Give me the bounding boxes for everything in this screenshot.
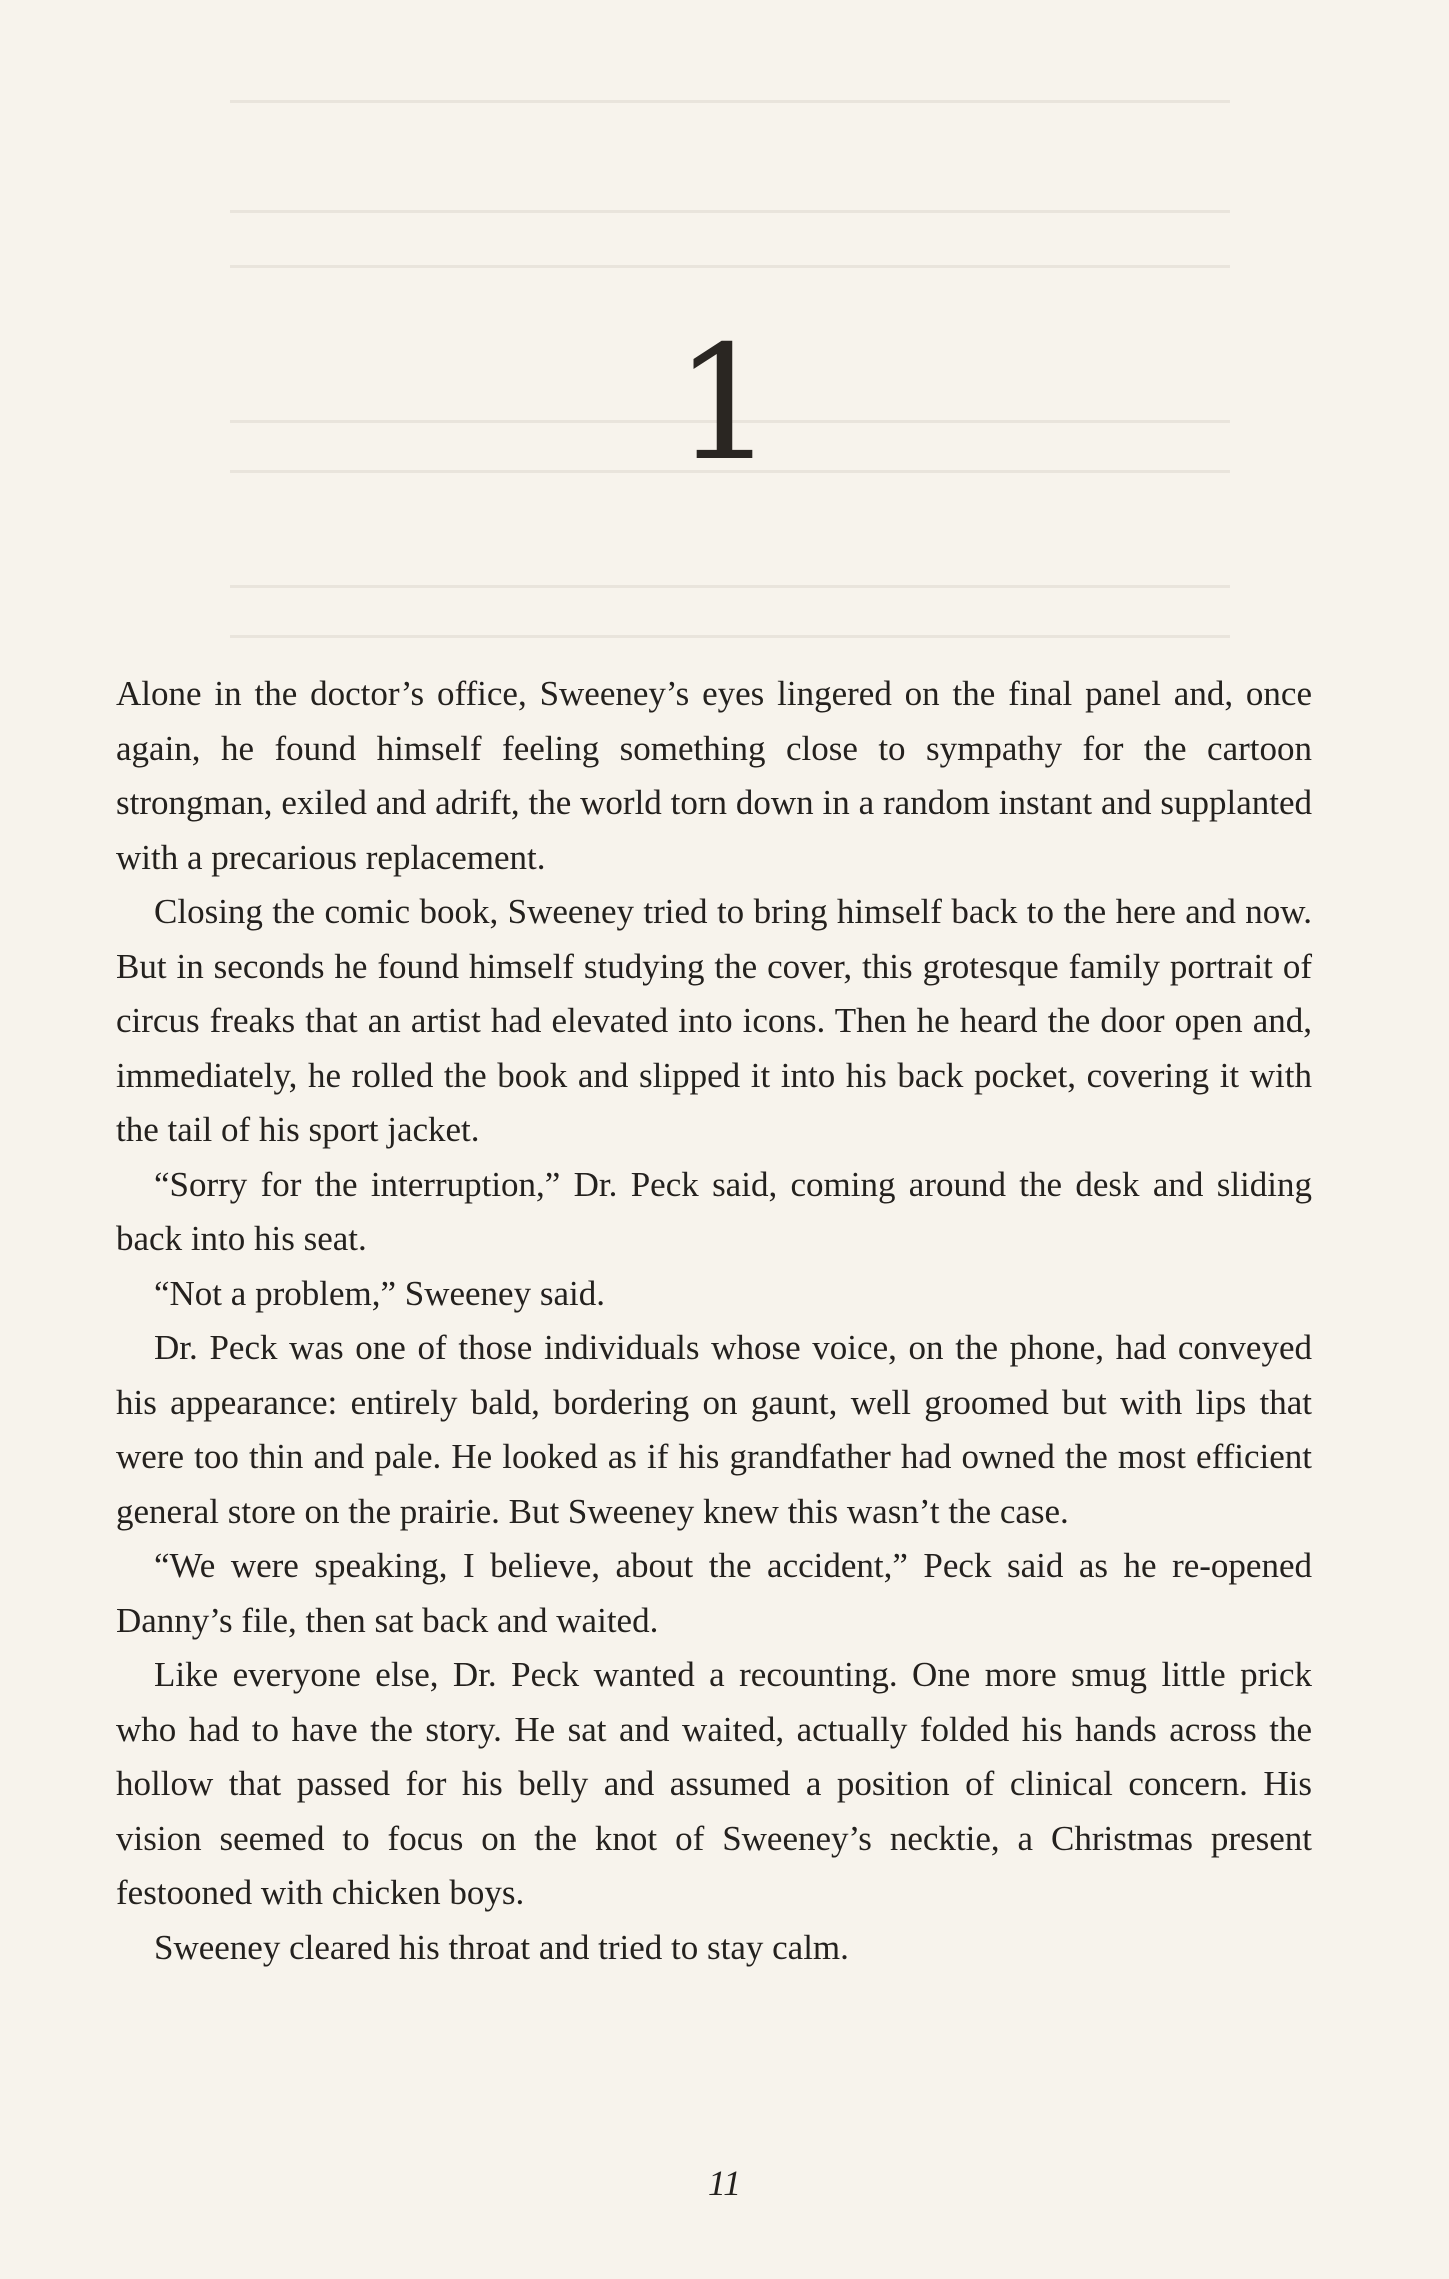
paragraph: Alone in the doctor’s office, Sweeney’s eyes lingered on the final panel and, once again, he found himself feeling something close to sympathy for the cartoon strongman, exiled and adrift, the world torn down in a random instant and supplanted with a precarious replacement. xyxy=(116,674,1312,877)
show-through-line xyxy=(230,635,1230,638)
page-number: 11 xyxy=(707,2163,742,2203)
show-through-line xyxy=(230,585,1230,588)
paragraph: “Sorry for the interruption,” Dr. Peck said, coming around the desk and sliding back into his seat. xyxy=(116,1164,1312,1258)
show-through-line xyxy=(230,210,1230,213)
show-through-line xyxy=(230,100,1230,103)
paragraph: “We were speaking, I believe, about the accident,” Peck said as he re-opened Danny’s file, then sat back and waited. xyxy=(116,1546,1312,1640)
body-text xyxy=(116,667,1312,1975)
paragraph: “Not a problem,” Sweeney said. xyxy=(154,1273,605,1313)
paragraph: Sweeney cleared his throat and tried to stay calm. xyxy=(154,1927,849,1967)
chapter-number: 1 xyxy=(674,312,775,496)
paragraph: Closing the comic book, Sweeney tried to bring himself back to the here and now. But in seconds he found himself studying the cover, this grotesque family portrait of circus freaks that an artist had elevated into icons. Then he heard the door open and, immediately, he rolled the book and slipped it into his back pocket, covering it with the tail of his sport jacket. xyxy=(116,892,1312,1149)
paragraph: Like everyone else, Dr. Peck wanted a recounting. One more smug little prick who had to have the story. He sat and waited, actually folded his hands across the hollow that passed for his belly and assumed a position of clinical concern. His vision seemed to focus on the knot of Sweeney’s necktie, a Christmas present festooned with chicken boys. xyxy=(116,1655,1312,1912)
show-through-line xyxy=(230,265,1230,268)
paragraph: Dr. Peck was one of those individuals whose voice, on the phone, had conveyed his appearance: entirely bald, bordering on gaunt, well groomed but with lips that were too thin and pale. He looked as if his grandfather had owned the most efficient general store on the prairie. But Sweeney knew this wasn’t the case. xyxy=(116,1328,1312,1531)
